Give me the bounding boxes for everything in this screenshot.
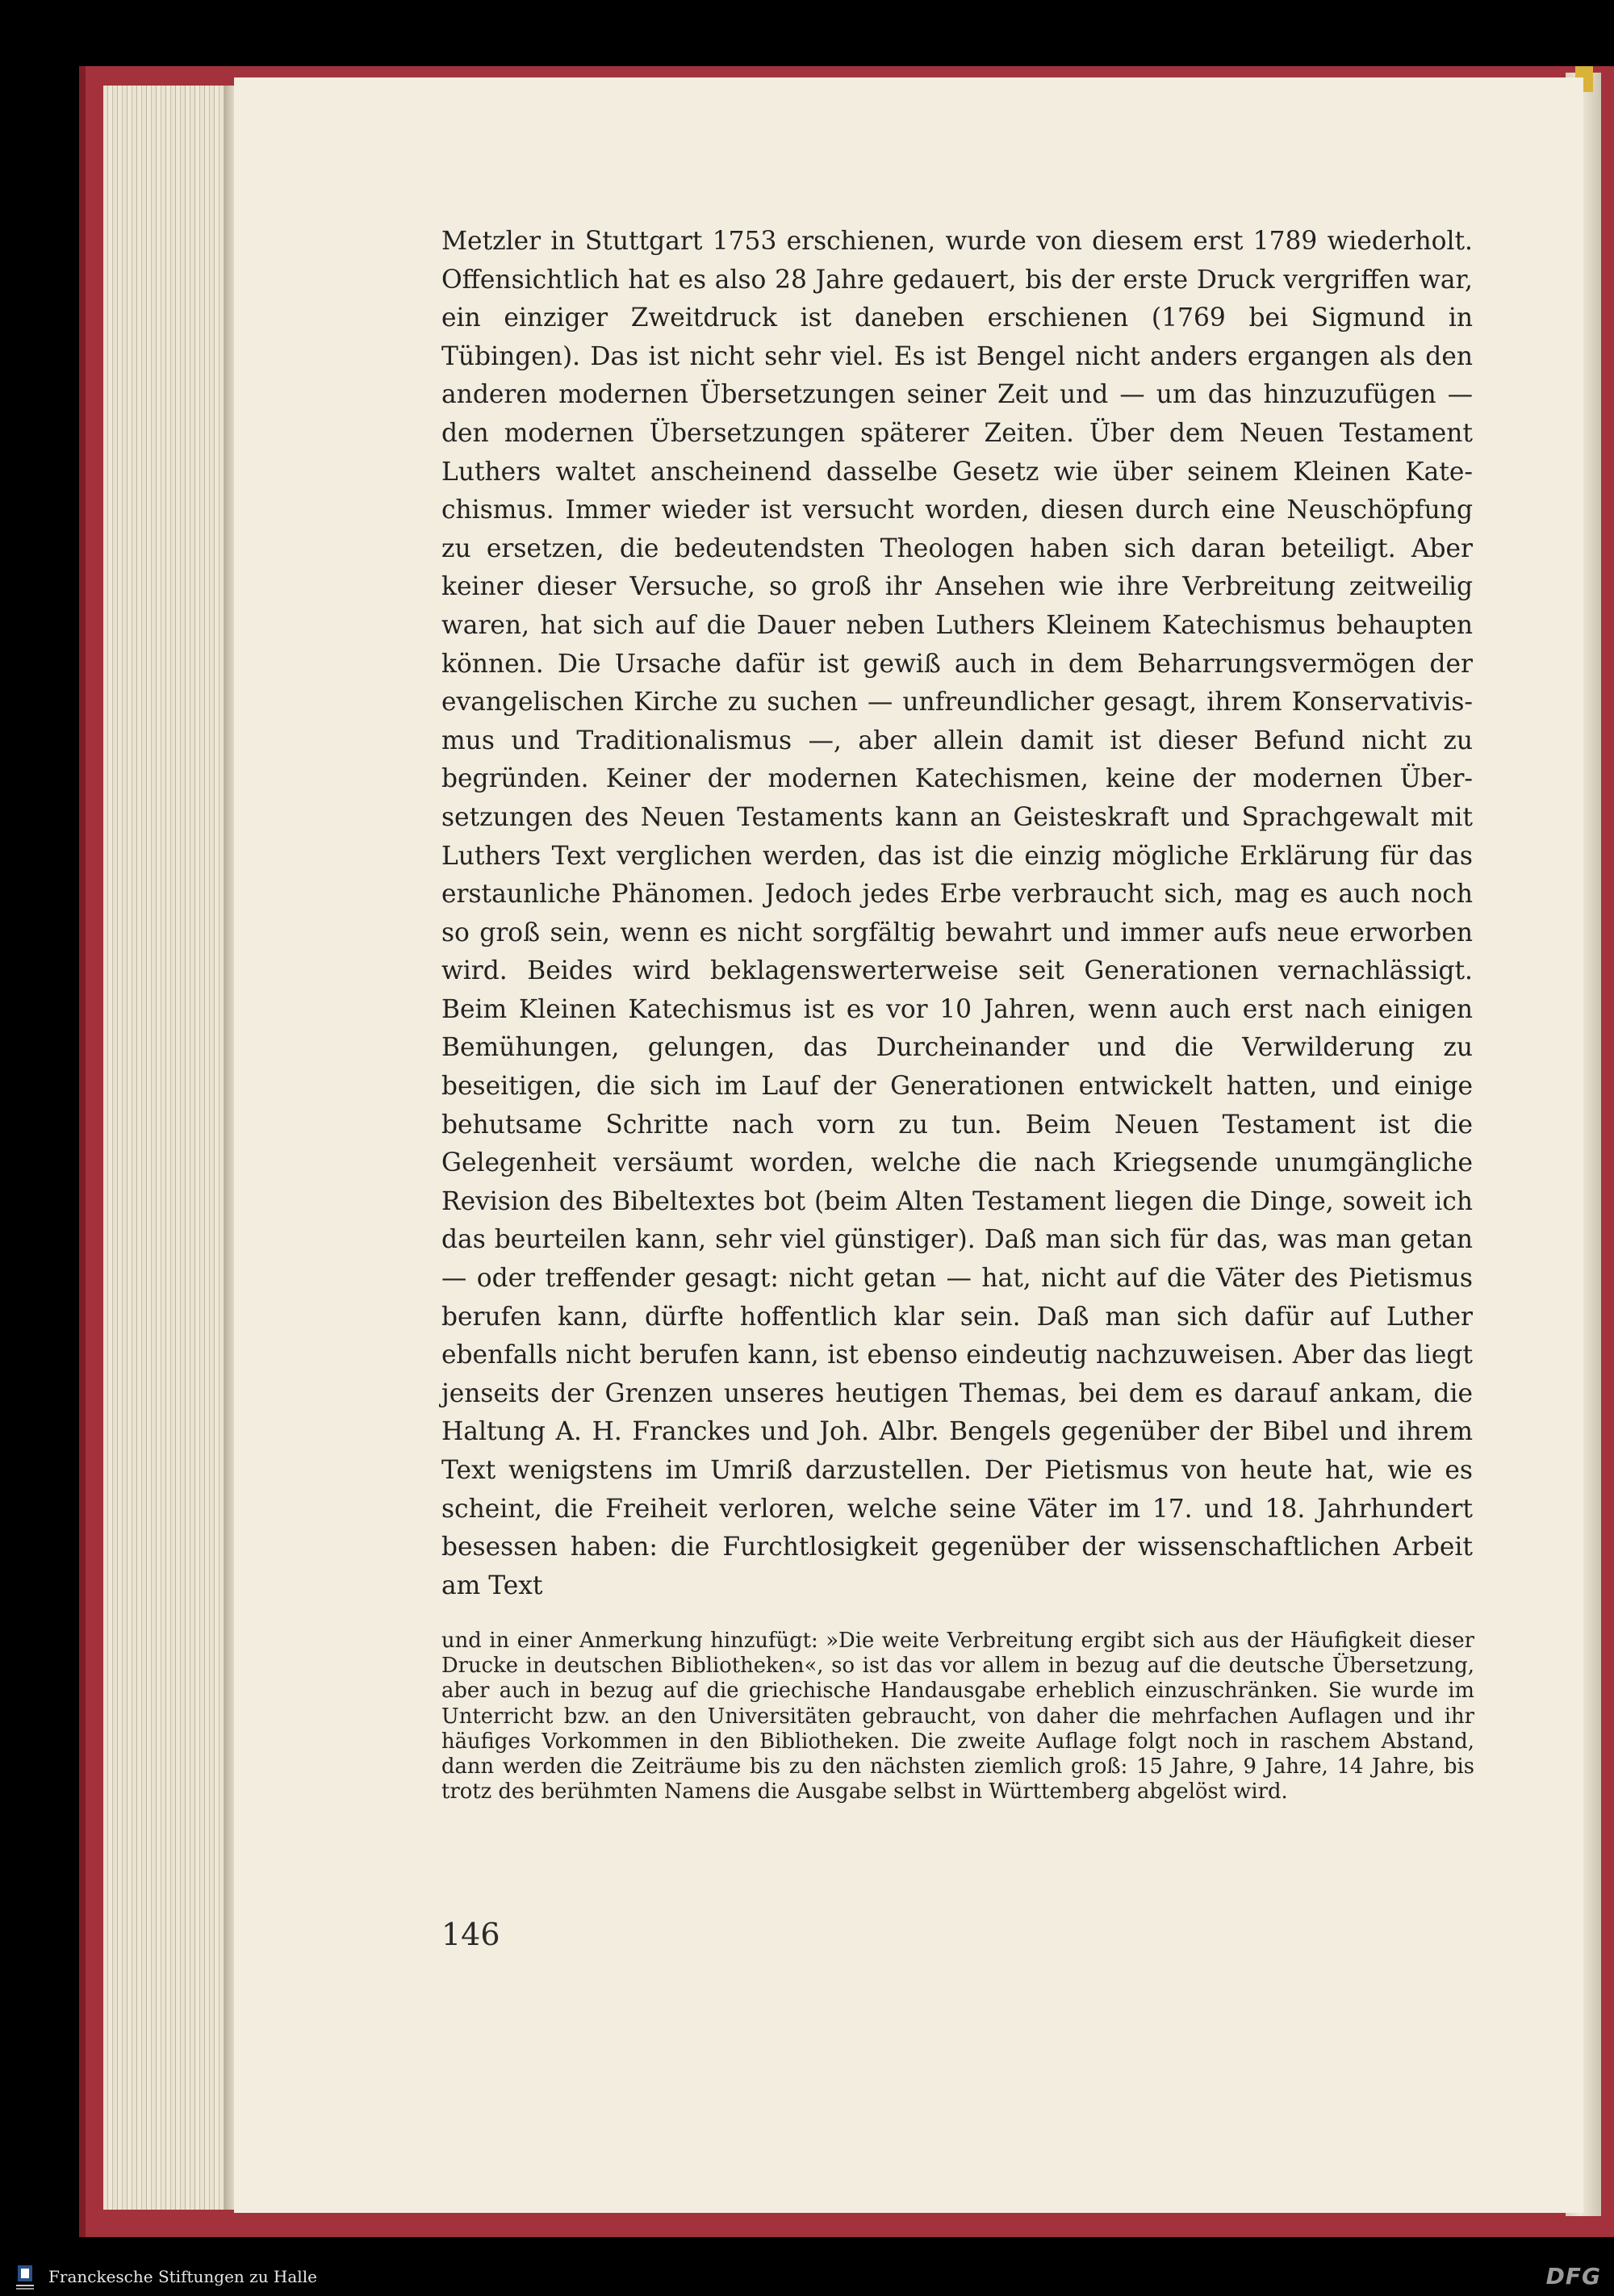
institution-label: Franckesche Stiftungen zu Halle — [48, 2267, 317, 2286]
dfg-logo: DFG — [1545, 2263, 1601, 2290]
book-cover-edge — [79, 66, 86, 2237]
page-number: 146 — [441, 1917, 500, 1952]
page-edges-stack — [103, 86, 232, 2210]
body-text: Metzler in Stuttgart 1753 erschienen, wurde von diesem erst 1789 wiederholt. Offensichtlich hat es also 28 Jahre gedauert, bis der erste Druck vergriffen war, ein einziger Zweitdruck ist daneben erschienen (1769 bei Sigmund in Tübingen). Das ist nicht sehr viel. Es ist Bengel nicht anders ergangen als den anderen modernen Übersetzungen seiner Zeit und — um das hinzuzufügen — den modernen Übersetzungen späterer Zeiten. Über dem Neuen Testament Luthers waltet anscheinend dasselbe Gesetz wie über seinem Kleinen Katechismus. Immer wieder ist versucht worden, diesen durch eine Neuschöpfung zu ersetzen, die bedeutendsten Theologen haben sich daran beteiligt. Aber keiner dieser Versuche, so groß ihr Ansehen wie ihre Verbreitung zeitweilig waren, hat sich auf die Dauer neben Luthers Kleinem Katechismus behaupten können. Die Ursache dafür ist gewiß auch in dem Beharrungsvermögen der evangelischen Kirche zu suchen — unfreundlicher gesagt, ihrem Konservativismus und Traditionalismus —, aber allein damit ist dieser Befund nicht zu begründen. Keiner der modernen Katechismen, keine der modernen Übersetzungen des Neuen Testaments kann an Geisteskraft und Sprachgewalt mit Luthers Text verglichen werden, das ist die einzig mögliche Erklärung für das erstaunliche Phänomen. Jedoch jedes Erbe verbraucht sich, mag es auch noch so groß sein, wenn es nicht sorgfältig bewahrt und immer aufs neue erworben wird. Beides wird beklagenswerterweise seit Generationen vernachlässigt. Beim Kleinen Katechismus ist es vor 10 Jahren, wenn auch erst nach einigen Bemühungen, gelungen, das Durcheinander und die Verwilderung zu beseitigen, die sich im Lauf der Generationen entwickelt hatten, und einige behutsame Schritte nach vorn zu tun. Beim Neuen Testament ist die Gelegenheit versäumt worden, welche die nach Kriegsende unumgängliche Revision des Bibeltextes bot (beim Alten Testament liegen die Dinge, soweit ich das beurteilen kann, sehr viel günstiger). Daß man sich für das, was man getan — oder treffender gesagt: nicht getan — hat, nicht auf die Väter des Pietismus berufen kann, dürfte hoffentlich klar sein. Daß man sich dafür auf Luther ebenfalls nicht berufen kann, ist ebenso eindeutig nachzuweisen. Aber das liegt jenseits der Grenzen unseres heutigen Themas, bei dem es darauf ankam, die Haltung A. H. Franckes und Joh. Albr. Bengels gegenüber der Bibel und ihrem Text wenigstens im Umriß darzustellen. Der Pietismus von heute hat, wie es scheint, die Freiheit verloren, welche seine Väter im 17. und 18. Jahrhundert besessen haben: die Furchtlosigkeit gegenüber der wissenschaftlichen Arbeit am Text — [441, 227, 1473, 1600]
institution-logo-icon — [15, 2264, 36, 2291]
footnote-text: und in einer Anmerkung hinzufügt: »Die weite Verbreitung ergibt sich aus der Häufigkeit dieser Drucke in deutschen Bibliotheken«, so ist das vor allem in bezug auf die deutsche Übersetzung, aber auch in bezug auf die griechische Handausgabe erheblich einzuschränken. Sie wurde im Unterricht bzw. an den Universitäten gebraucht, von daher die mehrfachen Auflagen und ihr häufiges Vorkommen in den Bibliotheken. Die zweite Auflage folgt noch in raschem Abstand, dann werden die Zeiträume bis zu den nächsten ziemlich groß: 15 Jahre, 9 Jahre, 14 Jahre, bis trotz des berühmten Namens die Ausgabe selbst in Württemberg abgelöst wird. — [441, 1629, 1474, 1805]
